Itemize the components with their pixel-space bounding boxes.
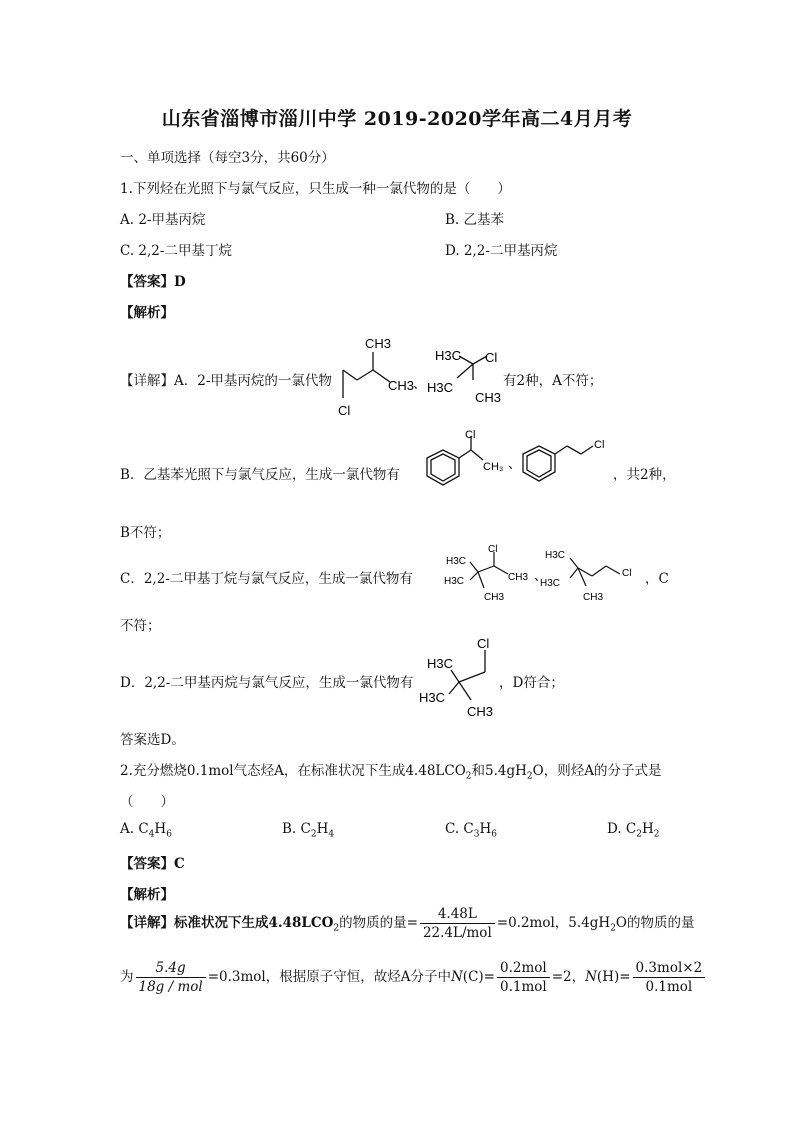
fraction-numerator: 5.4g [136, 960, 206, 978]
h3c-label: H3C [427, 656, 454, 671]
q2-option-c [445, 821, 497, 840]
cl-label: Cl [338, 403, 351, 418]
fraction-denominator: 0.1mol [645, 979, 693, 995]
fraction-numerator: 4.48L [420, 906, 495, 924]
subscript: 6 [491, 829, 498, 840]
q2-detail-line-1 [120, 906, 695, 941]
detail-label: 【详解】标准状况下生成4.48LCO [120, 915, 334, 931]
fraction-nc [497, 960, 550, 995]
q1-detail-c-suffix: ，C [645, 571, 669, 587]
q1-detail-d-suffix: ，D符合； [499, 675, 564, 691]
q1-detail-b: B．乙基苯光照下与氯气反应，生成一氯代物有 [120, 467, 400, 483]
opt-text: C. C [445, 821, 474, 837]
subscript: 2 [610, 923, 616, 934]
subscript: 6 [166, 829, 172, 840]
fraction-numerator: 0.3mol×2 [633, 960, 706, 978]
q1-detail-c: C．2,2-二甲基丁烷与氯气反应，生成一氯代物有 [120, 571, 413, 587]
detail-text: (H)= [596, 969, 631, 985]
q1-detail-a [120, 369, 332, 389]
detail-text: O的物质的量 [615, 915, 695, 931]
h3c-label: H3C [540, 578, 561, 589]
separator: 、 [534, 568, 548, 583]
separator: 、 [508, 456, 522, 471]
structure-b1-b2 [405, 428, 615, 500]
q1-detail-c-end: 不符； [120, 618, 161, 634]
subscript: 2 [653, 829, 660, 840]
page-title: 山东省淄博市淄川中学 2019-2020学年高二4月月考 [161, 108, 633, 130]
ch3-label: CH3 [484, 592, 505, 603]
q1-analysis-label: 【解析】 [120, 305, 174, 321]
q1-option-d: D. 2,2-二甲基丙烷 [445, 243, 558, 259]
q1-detail-a-suffix: 有2种，A不符； [503, 373, 603, 389]
q2-answer: 【答案】C [120, 856, 185, 872]
separator: 、 [413, 376, 427, 391]
h3c-label: H3C [545, 550, 566, 561]
opt-text: A. C [120, 821, 149, 837]
structure-d1 [415, 636, 505, 722]
q2-detail-line-2 [120, 960, 707, 995]
fraction-nh [633, 960, 706, 995]
opt-text: H [316, 821, 329, 837]
fraction-co2 [420, 906, 495, 941]
ch3-label: CH3 [583, 592, 604, 603]
cl-label: Cl [488, 544, 498, 555]
ch3-label: CH3 [508, 572, 529, 583]
fraction-denominator: 22.4L/mol [422, 925, 492, 941]
h3c-label: H3C [427, 380, 454, 395]
detail-text: =2， [551, 969, 586, 985]
fraction-numerator: 0.2mol [497, 960, 550, 978]
section-heading: 一、单项选择（每空3分，共60分） [120, 150, 335, 166]
cl-label: Cl [594, 439, 605, 451]
symbol-n: N [450, 969, 463, 985]
ch3-label: CH3 [475, 390, 502, 405]
ch3-label: CH3 [388, 378, 415, 393]
q1-option-a: A. 2-甲基丙烷 [120, 212, 206, 228]
fraction-h2o [136, 960, 206, 995]
q2-stem-a: 2.充分燃烧0.1mol气态烃A，在标准状况下生成4.48LCO [120, 763, 466, 779]
structure-c1-c2 [440, 540, 650, 606]
detail-text: 为 [120, 969, 134, 985]
structure-a1-a2 [335, 330, 505, 420]
subscript: 2 [333, 923, 340, 934]
opt-text: H [154, 821, 167, 837]
ch3-label: CH3 [467, 704, 494, 719]
ch3-label: CH₃ [483, 461, 504, 473]
detail-text: 的物质的量= [339, 915, 418, 931]
opt-text: H [479, 821, 492, 837]
subscript: 4 [328, 829, 335, 840]
subscript: 2 [465, 771, 472, 782]
question-1-stem: 1.下列烃在光照下与氯气反应，只生成一种一氯代物的是（ ） [120, 181, 511, 197]
q2-option-b [282, 821, 334, 840]
opt-text: D. C [607, 821, 637, 837]
symbol-n: N [585, 969, 597, 985]
q1-conclusion: 答案选D。 [120, 732, 185, 748]
q2-stem-b: 和5.4gH [471, 763, 527, 779]
cl-label: Cl [622, 568, 632, 579]
q2-stem-paren: （ ） [120, 794, 174, 810]
detail-text: =0.2mol，5.4gH [496, 915, 611, 931]
subscript: 2 [310, 829, 317, 840]
h3c-label: H3C [419, 690, 446, 705]
detail-text: (C)= [462, 969, 495, 985]
q1-answer [120, 270, 186, 290]
q1-detail-b-end: B不符； [120, 525, 171, 541]
subscript: 2 [526, 771, 533, 782]
q1-detail-b-suffix: ，共2种， [613, 467, 676, 483]
cl-label: Cl [465, 429, 476, 441]
opt-text: H [642, 821, 654, 837]
fraction-denominator: 0.1mol [499, 979, 547, 995]
question-2-stem [120, 759, 661, 782]
q2-option-a [120, 821, 172, 840]
subscript: 3 [473, 829, 480, 840]
cl-label: Cl [477, 636, 490, 651]
q1-detail-d: D．2,2-二甲基丙烷与氯气反应，生成一氯代物有 [120, 675, 414, 691]
q2-stem-c: O，则烃A的分子式是 [532, 763, 662, 779]
answer-text: 【答案】D [120, 274, 186, 290]
q2-option-d [607, 821, 660, 840]
q1-option-c: C. 2,2-二甲基丁烷 [120, 243, 232, 259]
fraction-denominator: 18g / mol [138, 979, 203, 995]
q1-option-b: B. 乙基苯 [445, 212, 505, 228]
h3c-label: H3C [435, 348, 462, 363]
detail-text: =0.3mol，根据原子守恒，故烃A分子中 [207, 969, 451, 985]
subscript: 2 [636, 829, 642, 840]
h3c-label: H3C [444, 576, 465, 587]
subscript: 4 [148, 829, 155, 840]
ch3-label: CH3 [365, 336, 392, 351]
h3c-label: H3C [446, 556, 467, 567]
opt-text: B. C [282, 821, 311, 837]
cl-label: Cl [485, 350, 498, 365]
detail-a-prefix: 【详解】A．2-甲基丙烷的一氯代物 [120, 373, 332, 389]
q2-analysis-label: 【解析】 [120, 887, 174, 903]
